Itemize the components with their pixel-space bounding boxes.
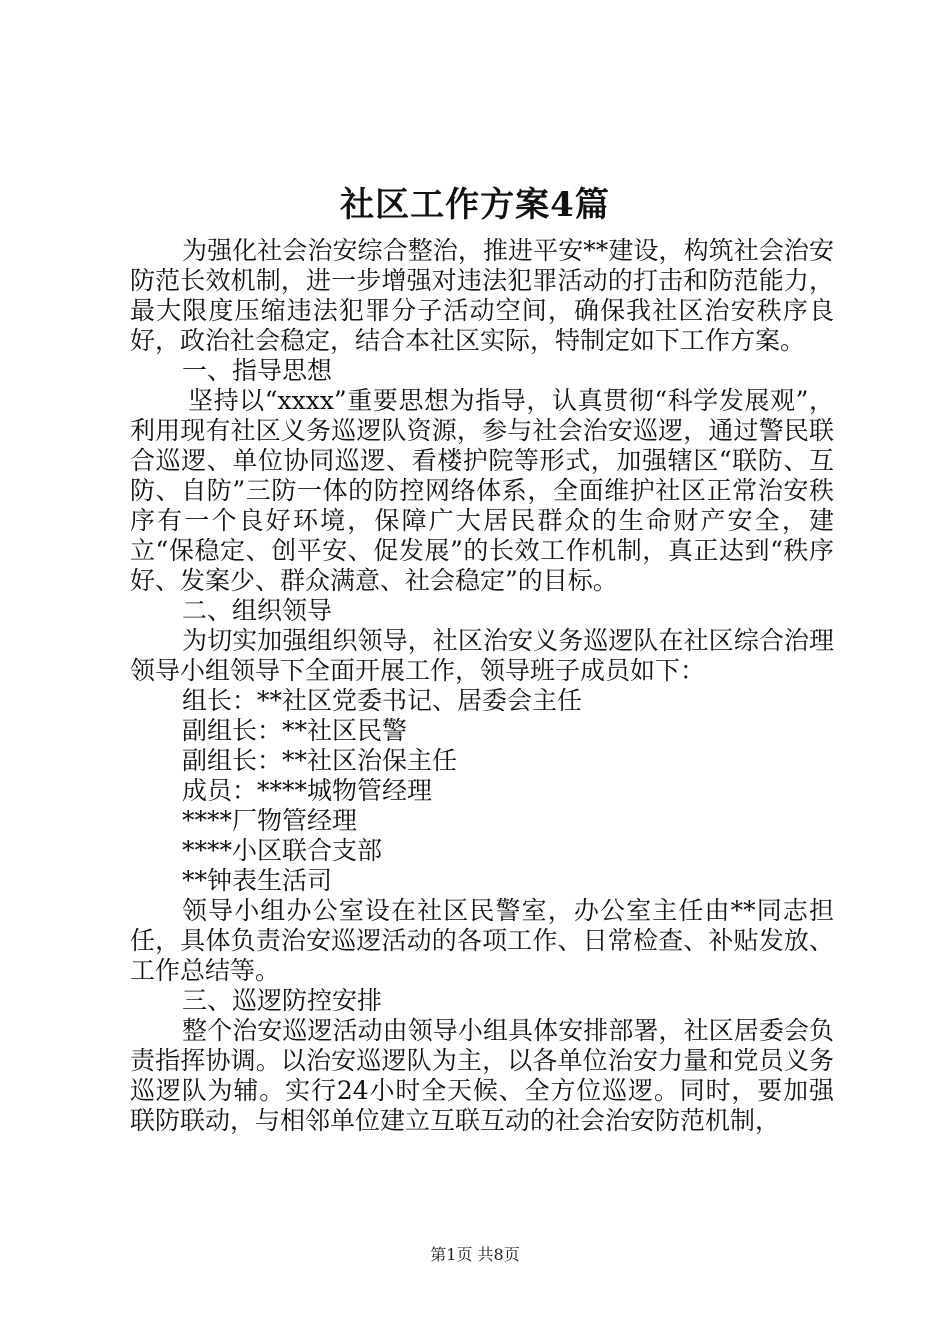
member-line-leader: 组长：**社区党委书记、居委会主任 <box>182 686 583 715</box>
section-heading-organization: 二、组织领导 <box>182 596 333 625</box>
member-line-deputy-2: 副组长：**社区治保主任 <box>182 746 458 775</box>
section-heading-guiding-ideology: 一、指导思想 <box>182 356 333 385</box>
member-line-watch-company: **钟表生活司 <box>182 866 333 895</box>
member-line-deputy-1: 副组长：**社区民警 <box>182 716 408 745</box>
paragraph-office: 领导小组办公室设在社区民警室，办公室主任由**同志担任，具体负责治安巡逻活动的各项工作、日常检查、补贴发放、工作总结等。 <box>130 896 834 985</box>
member-line-members: 成员：****城物管经理 <box>182 776 433 805</box>
member-line-community: ****小区联合支部 <box>182 836 383 865</box>
paragraph-patrol: 整个治安巡逻活动由领导小组具体安排部署，社区居委会负责指挥协调。以治安巡逻队为主，以各单位治安力量和党员义务巡逻队为辅。实行24小时全天候、全方位巡逻。同时，要加强联防联动，与相邻单位建立互联互动的社会治安防范机制， <box>130 1016 834 1135</box>
section-heading-patrol: 三、巡逻防控安排 <box>182 986 383 1015</box>
paragraph-guiding-ideology: 坚持以“xxxx”重要思想为指导，认真贯彻“科学发展观”，利用现有社区义务巡逻队资源，参与社会治安巡逻，通过警民联合巡逻、单位协同巡逻、看楼护院等形式，加强辖区“联防、互防、自防”三防一体的防控网络体系，全面维护社区正常治安秩序有一个良好环境，保障广大居民群众的生命财产安全，建立“保稳定、创平安、促发展”的长效工作机制，真正达到“秩序好、发案少、群众满意、社会稳定”的目标。 <box>130 386 834 595</box>
member-line-factory: ****厂物管经理 <box>182 806 358 835</box>
document-title: 社区工作方案4篇 <box>340 185 610 225</box>
paragraph-organization: 为切实加强组织领导，社区治安义务巡逻队在社区综合治理领导小组领导下全面开展工作，领导班子成员如下： <box>130 626 834 685</box>
page-footer: 第1页 共8页 <box>430 1245 520 1264</box>
document-body <box>130 236 834 1136</box>
paragraph-intro: 为强化社会治安综合整治，推进平安**建设，构筑社会治安防范长效机制，进一步增强对违法犯罪活动的打击和防范能力，最大限度压缩违法犯罪分子活动空间，确保我社区治安秩序良好，政治社会稳定，结合本社区实际，特制定如下工作方案。 <box>130 236 834 355</box>
